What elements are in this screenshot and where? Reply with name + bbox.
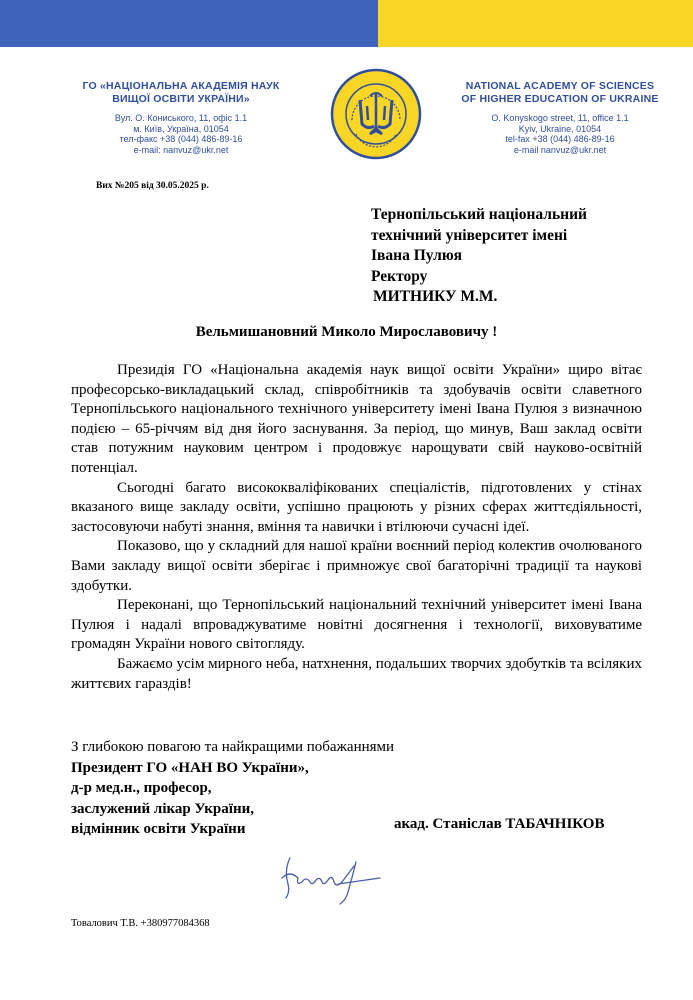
signer-honor: відмінник освіти України [71,821,246,837]
letter-body [71,361,642,694]
footer-contact: Товалович Т.В. +380977084368 [71,918,210,929]
recipient-line: Тернопільський національний [371,206,587,223]
address-ua-phone: тел-факс +38 (044) 486-89-16 [119,134,243,144]
closing-regards: З глибокою повагою та найкращими побажаннями [71,739,395,755]
body-paragraph: Переконані, що Тернопільський національний технічний університет імені Івана Пулюя і надалі впроваджуватиме новітні досягнення і технології, виховуватиме громадян України нового світогляду. [71,597,642,653]
org-name-en [440,80,680,105]
flag-band-yellow [378,0,693,47]
signer-title: Президент ГО «НАН ВО України», [71,759,309,776]
flag-band-blue [0,0,378,47]
body-paragraph: Президія ГО «Національна академія наук вищої освіти України» щиро вітає професорсько-викладацький склад, співробітників та здобувачів освіти славетного Тернопільського національного технічного університету імені Івана Пулюя з визначною подією – 65-річчям від дня його заснування. За період, що минув, Ваш заклад освіти став потужним науковим центром і продовжує нарощувати свій науково-освітній потенціал. [71,362,642,476]
header-left [66,80,296,155]
body-paragraph: Бажаємо усім мирного неба, натхнення, подальших творчих здобутків та всіляких життєвих гараздів! [71,655,642,692]
academy-emblem-icon [330,68,422,160]
recipient-position: Ректору [371,267,428,285]
org-name-ua-line2: ВИЩОЇ ОСВІТИ УКРАЇНИ» [112,92,250,105]
recipient-line: Івана Пулюя [371,247,463,264]
address-en-email: e-mail nanvuz@ukr.net [513,144,607,155]
address-en [440,113,680,155]
reference-number: Вих №205 від 30.05.2025 р. [96,181,209,191]
salutation: Вельмишановний Миколо Мирославовичу ! [195,324,498,340]
recipient-block [371,205,587,308]
org-name-en-line1: NATIONAL ACADEMY OF SCIENCES [465,80,655,92]
signer-honor: заслужений лікар України, [71,800,254,817]
closing-block [71,737,394,840]
signer-degree: д-р мед.н., професор, [71,780,212,796]
address-ua [66,113,296,155]
body-paragraph: Сьогодні багато висококваліфікованих спеціалістів, підготовлених у стінах вказаного вище закладу освіти, успішно працюють у різних сферах життєдіяльності, застосовуючи набуті знання, вміння та навички і втілюючи сучасні ідеї. [71,479,642,535]
recipient-line: технічний університет імені [371,226,568,244]
org-name-ua-line1: ГО «НАЦІОНАЛЬНА АКАДЕМІЯ НАУК [82,80,280,92]
body-paragraph: Показово, що у складний для нашої країни воєнний період колектив очолюваного Вами закладу вищої освіти зберігає і примножує свої багаторічні традиції та наукові здобутки. [71,538,642,594]
address-en-phone: tel-fax +38 (044) 486-89-16 [505,134,615,144]
address-ua-email: e-mail: nanvuz@ukr.net [133,144,229,155]
org-name-ua [66,80,296,105]
address-en-city: Kyiv, Ukraine, 01054 [518,123,602,134]
header-right [440,80,680,155]
address-ua-street: Вул. О. Кониського, 11, офіс 1.1 [114,113,248,123]
signer-name: акад. Станіслав ТАБАЧНІКОВ [394,816,605,832]
org-name-en-line2: OF HIGHER EDUCATION OF UKRAINE [461,92,659,105]
address-ua-city: м. Київ, Україна, 01054 [133,123,229,134]
handwritten-signature-icon [268,848,393,908]
recipient-name: МИТНИКУ М.М. [373,288,498,305]
address-en-street: O. Konyskogo street, 11, office 1.1 [491,113,629,123]
